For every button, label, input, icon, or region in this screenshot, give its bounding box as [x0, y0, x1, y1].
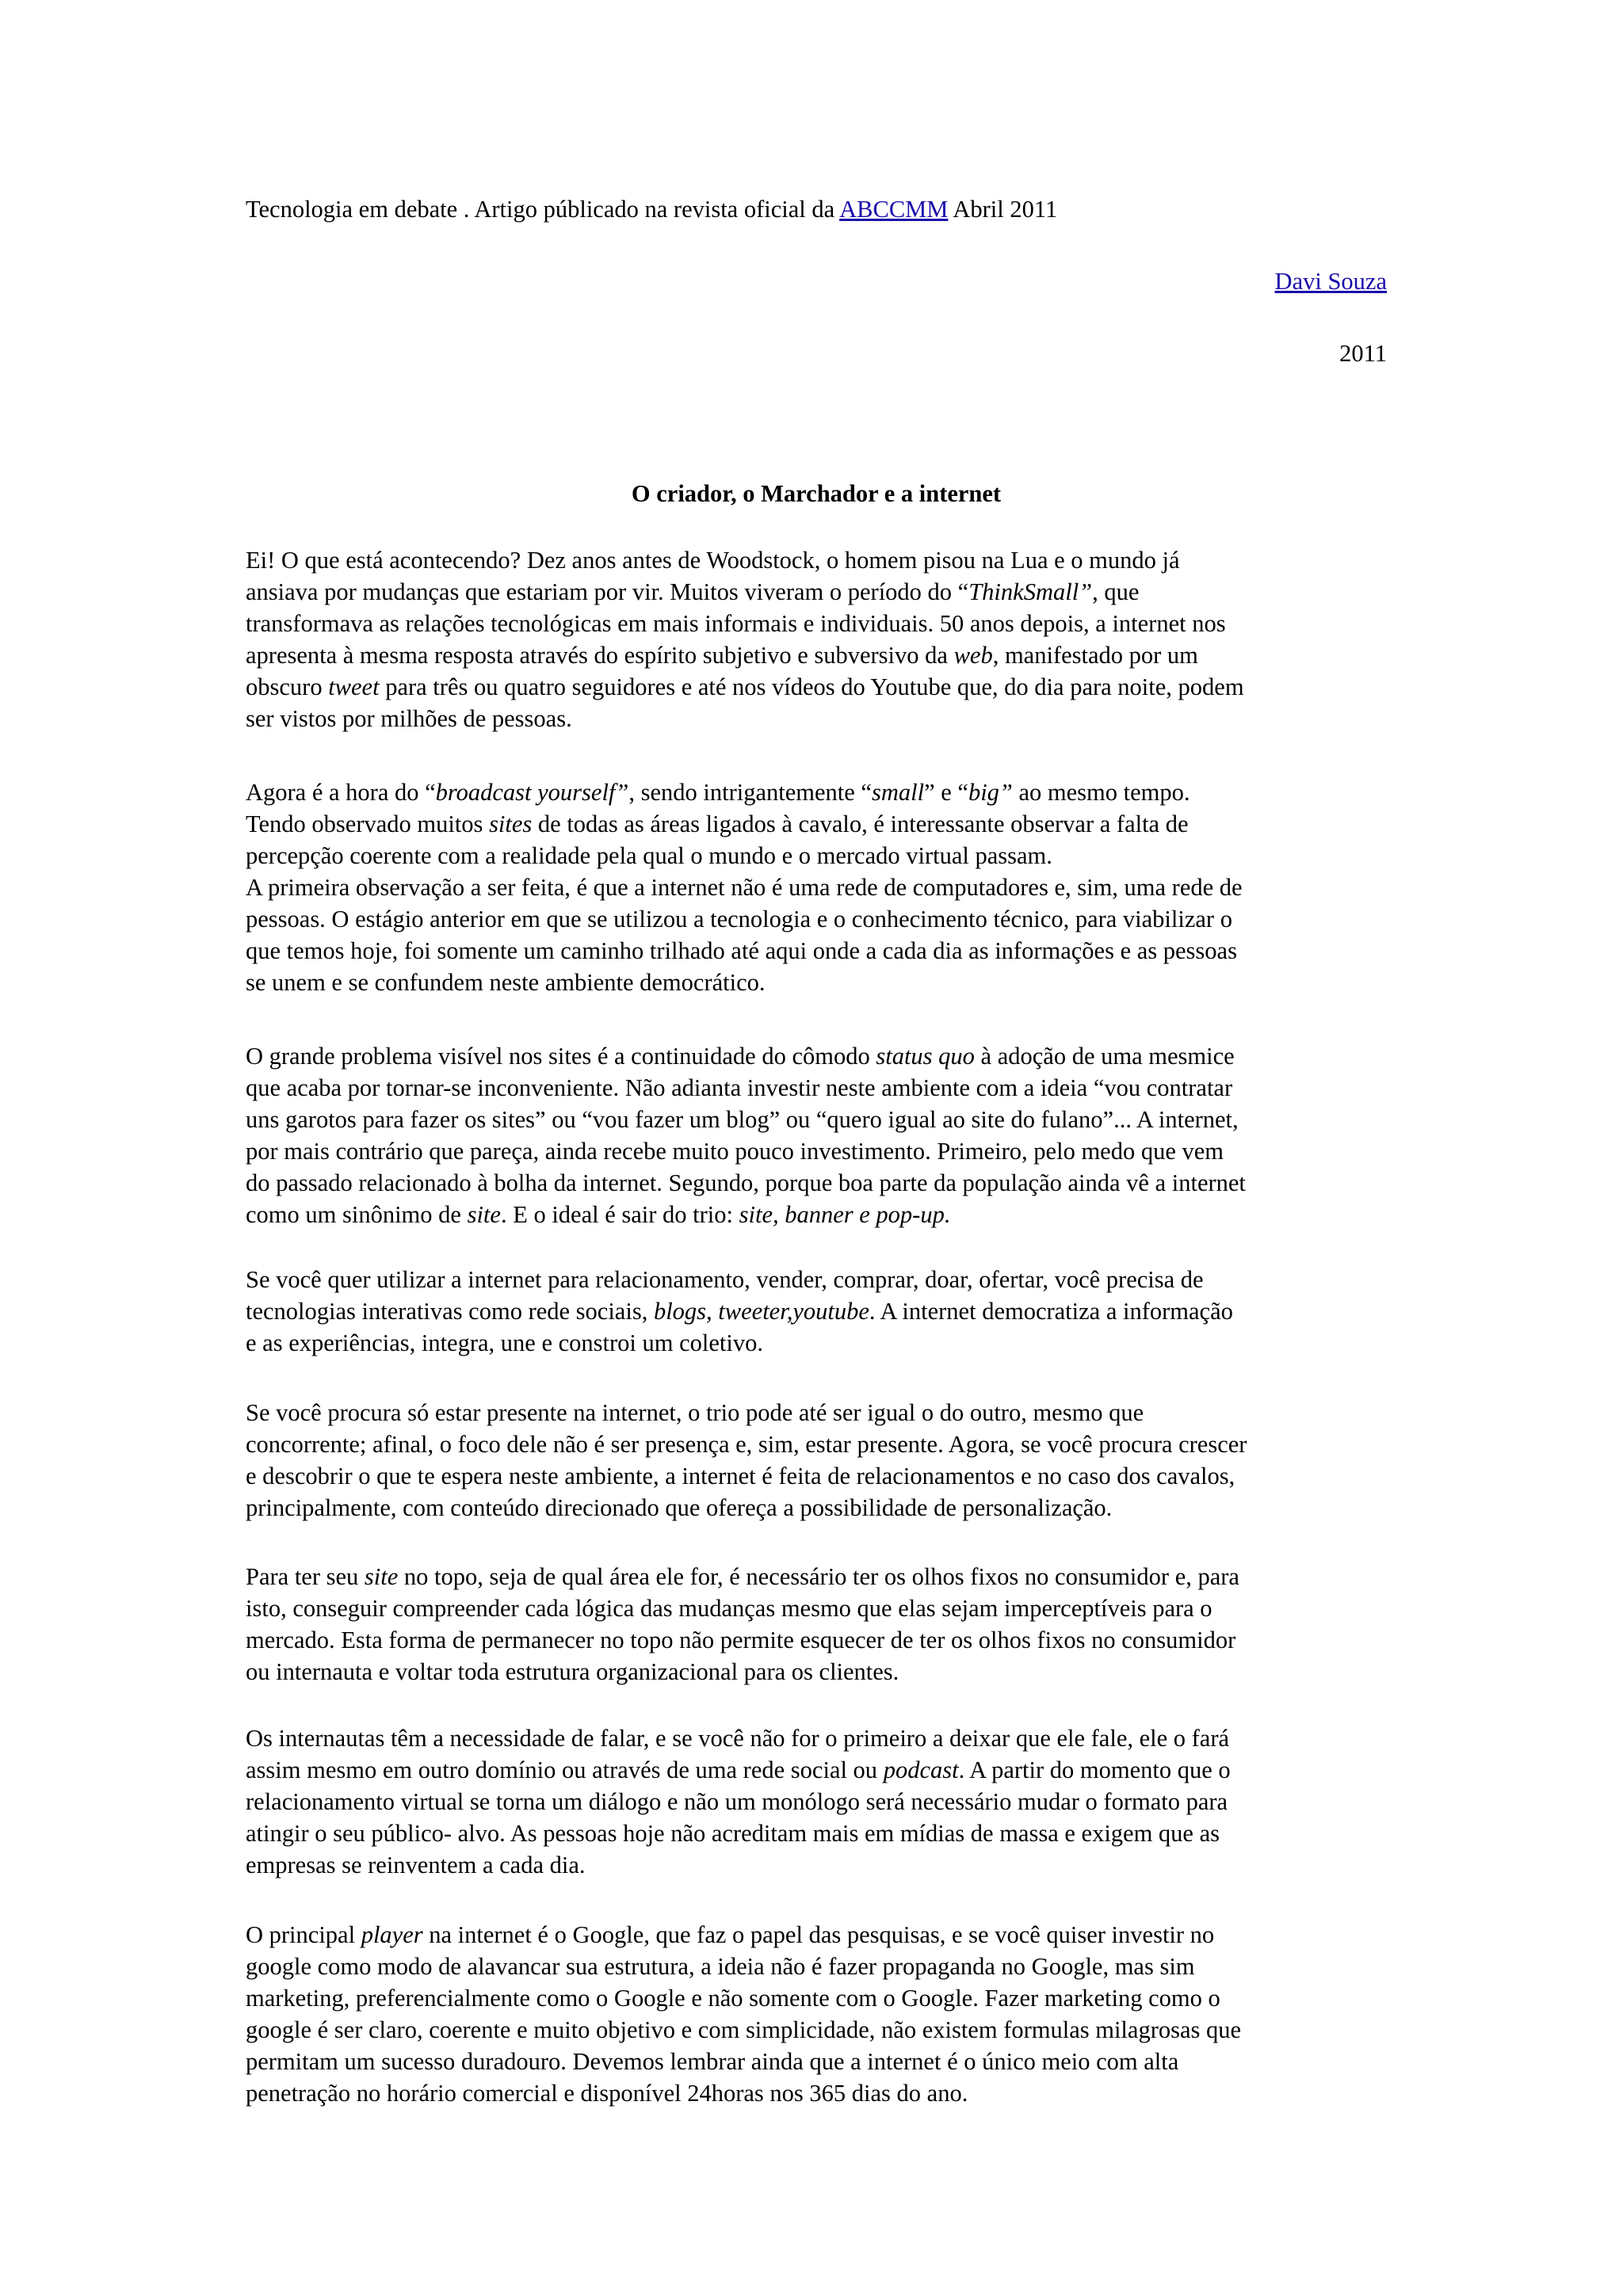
text-line — [246, 1199, 1387, 1230]
paragraph — [246, 1919, 1387, 2109]
text-run: Se você quer utilizar a internet para relacionamento, vender, comprar, doar, ofertar, você precisa de — [246, 1266, 1204, 1293]
publication-header — [246, 193, 1057, 225]
text-line — [246, 2046, 1387, 2077]
text-line — [246, 1592, 1387, 1624]
text-line — [246, 1040, 1387, 1072]
text-run: ser vistos por milhões de pessoas. — [246, 705, 572, 732]
text-run: percepção coerente com a realidade pela qual o mundo e o mercado virtual passam. — [246, 842, 1052, 869]
italic-text: player — [361, 1921, 423, 1948]
text-line — [246, 1264, 1387, 1295]
text-run: relacionamento virtual se torna um diálogo e não um monólogo será necessário mudar o formato para — [246, 1788, 1228, 1815]
text-run: que temos hoje, foi somente um caminho trilhado até aqui onde a cada dia as informações e as pessoas — [246, 937, 1237, 964]
header-suffix: Abril 2011 — [948, 196, 1058, 223]
text-run: Agora é a hora do “ — [246, 779, 436, 806]
text-line — [246, 1624, 1387, 1656]
text-run: que acaba por tornar-se inconveniente. Não adianta investir neste ambiente com a ideia “vou contratar — [246, 1074, 1233, 1101]
text-line — [246, 935, 1387, 967]
italic-text: site — [364, 1563, 399, 1590]
text-line — [246, 639, 1387, 671]
text-run: ansiava por mudanças que estariam por vir. Muitos viveram o período do “ — [246, 578, 969, 605]
paragraph — [246, 1040, 1387, 1230]
text-run: mercado. Esta forma de permanecer no topo não permite esquecer de ter os olhos fixos no consumidor — [246, 1627, 1236, 1653]
text-run: e descobrir o que te espera neste ambiente, a internet é feita de relacionamentos e no caso dos cavalos, — [246, 1463, 1235, 1489]
text-run: ao mesmo tempo. — [1012, 779, 1190, 806]
text-line — [246, 1817, 1387, 1849]
text-run: permitam um sucesso duradouro. Devemos lembrar ainda que a internet é o único meio com alta — [246, 2048, 1179, 2075]
text-run: marketing, preferencialmente como o Google e não somente com o Google. Fazer marketing como o — [246, 1985, 1220, 2012]
text-run: assim mesmo em outro domínio ou através de uma rede social ou — [246, 1756, 884, 1783]
text-run: , manifestado por um — [992, 642, 1198, 669]
text-run: google é ser claro, coerente e muito objetivo e com simplicidade, não existem formulas milagrosas que — [246, 2016, 1242, 2043]
text-line — [246, 1849, 1387, 1881]
article-title: O criador, o Marchador e a internet — [631, 480, 1002, 507]
text-line — [246, 544, 1387, 576]
text-line — [246, 1561, 1387, 1592]
text-run: . A partir do momento que o — [958, 1756, 1231, 1783]
text-line — [246, 671, 1387, 703]
italic-text: site — [467, 1201, 501, 1228]
italic-text: podcast — [883, 1756, 959, 1783]
text-line — [246, 903, 1387, 935]
text-run: Os internautas têm a necessidade de falar, e se você não for o primeiro a deixar que ele fale, ele o fará — [246, 1725, 1230, 1752]
italic-text: small — [871, 779, 925, 806]
text-line — [246, 1397, 1387, 1428]
italic-text: big” — [968, 779, 1013, 806]
text-run: empresas se reinventem a cada dia. — [246, 1852, 586, 1878]
text-run: uns garotos para fazer os sites” ou “vou fazer um blog” ou “quero igual ao site do fulano”... A internet, — [246, 1106, 1239, 1133]
text-line — [246, 1327, 1387, 1359]
text-run: penetração no horário comercial e disponível 24horas nos 365 dias do ano. — [246, 2080, 968, 2107]
text-line — [246, 1460, 1387, 1492]
text-line — [246, 1072, 1387, 1104]
text-run: à adoção de uma mesmice — [974, 1043, 1235, 1070]
italic-text: blogs, tweeter,youtube — [653, 1298, 869, 1325]
year-line: 2011 — [1339, 340, 1387, 367]
text-line — [246, 1951, 1387, 1982]
text-line — [246, 576, 1387, 608]
text-run: e as experiências, integra, une e constroi um coletivo. — [246, 1329, 763, 1356]
text-line — [246, 1135, 1387, 1167]
text-line — [246, 1295, 1387, 1327]
text-run: google como modo de alavancar sua estrutura, a ideia não é fazer propaganda no Google, mas sim — [246, 1953, 1195, 1980]
text-run: O grande problema visível nos sites é a continuidade do cômodo — [246, 1043, 876, 1070]
text-line — [246, 808, 1387, 840]
text-run: Ei! O que está acontecendo? Dez anos antes de Woodstock, o homem pisou na Lua e o mundo já — [246, 547, 1180, 574]
text-run: . E o ideal é sair do trio: — [500, 1201, 739, 1228]
text-line — [246, 2077, 1387, 2109]
text-run: obscuro — [246, 673, 329, 700]
text-run: atingir o seu público- alvo. As pessoas hoje não acreditam mais em mídias de massa e exigem que as — [246, 1820, 1220, 1847]
text-line — [246, 1656, 1387, 1688]
text-run: , que — [1092, 578, 1140, 605]
text-run: no topo, seja de qual área ele for, é necessário ter os olhos fixos no consumidor e, para — [398, 1563, 1239, 1590]
text-run: pessoas. O estágio anterior em que se utilizou a tecnologia e o conhecimento técnico, para viabilizar o — [246, 906, 1232, 933]
paragraph — [246, 1397, 1387, 1524]
text-run: transformava as relações tecnológicas em mais informais e individuais. 50 anos depois, a internet nos — [246, 610, 1226, 637]
text-line — [246, 1754, 1387, 1786]
text-run: se unem e se confundem neste ambiente democrático. — [246, 969, 766, 996]
italic-text: sites — [489, 810, 533, 837]
text-line — [246, 1167, 1387, 1199]
text-line — [246, 776, 1387, 808]
text-line — [246, 1428, 1387, 1460]
text-run: O principal — [246, 1921, 361, 1948]
abccmm-link[interactable]: ABCCMM — [839, 196, 949, 223]
text-run: . A internet democratiza a informação — [869, 1298, 1233, 1325]
text-line — [246, 1104, 1387, 1135]
text-run: para três ou quatro seguidores e até nos vídeos do Youtube que, do dia para noite, podem — [379, 673, 1244, 700]
text-run: por mais contrário que pareça, ainda recebe muito pouco investimento. Primeiro, pelo medo que vem — [246, 1138, 1224, 1165]
text-run: principalmente, com conteúdo direcionado que ofereça a possibilidade de personalização. — [246, 1494, 1113, 1521]
text-line — [246, 2014, 1387, 2046]
text-line — [246, 1919, 1387, 1951]
text-run: como um sinônimo de — [246, 1201, 468, 1228]
text-run: apresenta à mesma resposta através do espírito subjetivo e subversivo da — [246, 642, 954, 669]
text-run: ou internauta e voltar toda estrutura organizacional para os clientes. — [246, 1658, 899, 1685]
italic-text: broadcast yourself” — [435, 779, 629, 806]
text-run: Para ter seu — [246, 1563, 365, 1590]
paragraph — [246, 544, 1387, 734]
text-run: Se você procura só estar presente na internet, o trio pode até ser igual o do outro, mesmo que — [246, 1399, 1144, 1426]
text-line — [246, 1722, 1387, 1754]
text-run: , sendo intrigantemente “ — [628, 779, 872, 806]
text-line — [246, 1786, 1387, 1817]
text-line — [246, 703, 1387, 734]
text-run: concorrente; afinal, o foco dele não é ser presença e, sim, estar presente. Agora, se você procura crescer — [246, 1431, 1247, 1458]
italic-text: ThinkSmall” — [968, 578, 1093, 605]
text-run: do passado relacionado à bolha da internet. Segundo, porque boa parte da população ainda vê a internet — [246, 1169, 1246, 1196]
italic-text: status quo — [876, 1043, 975, 1070]
author-line — [1275, 265, 1387, 297]
italic-text: site, banner e pop-up. — [739, 1201, 951, 1228]
italic-text: tweet — [328, 673, 380, 700]
paragraph — [246, 776, 1387, 998]
text-run: Tendo observado muitos — [246, 810, 490, 837]
author-link[interactable]: Davi Souza — [1274, 268, 1387, 295]
paragraph — [246, 1722, 1387, 1881]
text-line — [246, 967, 1387, 998]
text-line — [246, 840, 1387, 871]
text-line — [246, 871, 1387, 903]
text-run: na internet é o Google, que faz o papel das pesquisas, e se você quiser investir no — [422, 1921, 1215, 1948]
paragraph — [246, 1264, 1387, 1359]
paragraph — [246, 1561, 1387, 1688]
text-run: ” e “ — [924, 779, 968, 806]
text-run: tecnologias interativas como rede sociais, — [246, 1298, 654, 1325]
text-run: A primeira observação a ser feita, é que a internet não é uma rede de computadores e, sim, uma rede de — [246, 874, 1243, 901]
italic-text: web — [953, 642, 993, 669]
header-prefix: Tecnologia em debate . Artigo públicado na revista oficial da — [246, 196, 840, 223]
text-run: de todas as áreas ligados à cavalo, é interessante observar a falta de — [532, 810, 1189, 837]
text-line — [246, 1982, 1387, 2014]
text-line — [246, 608, 1387, 639]
text-run: isto, conseguir compreender cada lógica das mudanças mesmo que elas sejam imperceptíveis para o — [246, 1595, 1212, 1622]
text-line — [246, 1492, 1387, 1524]
